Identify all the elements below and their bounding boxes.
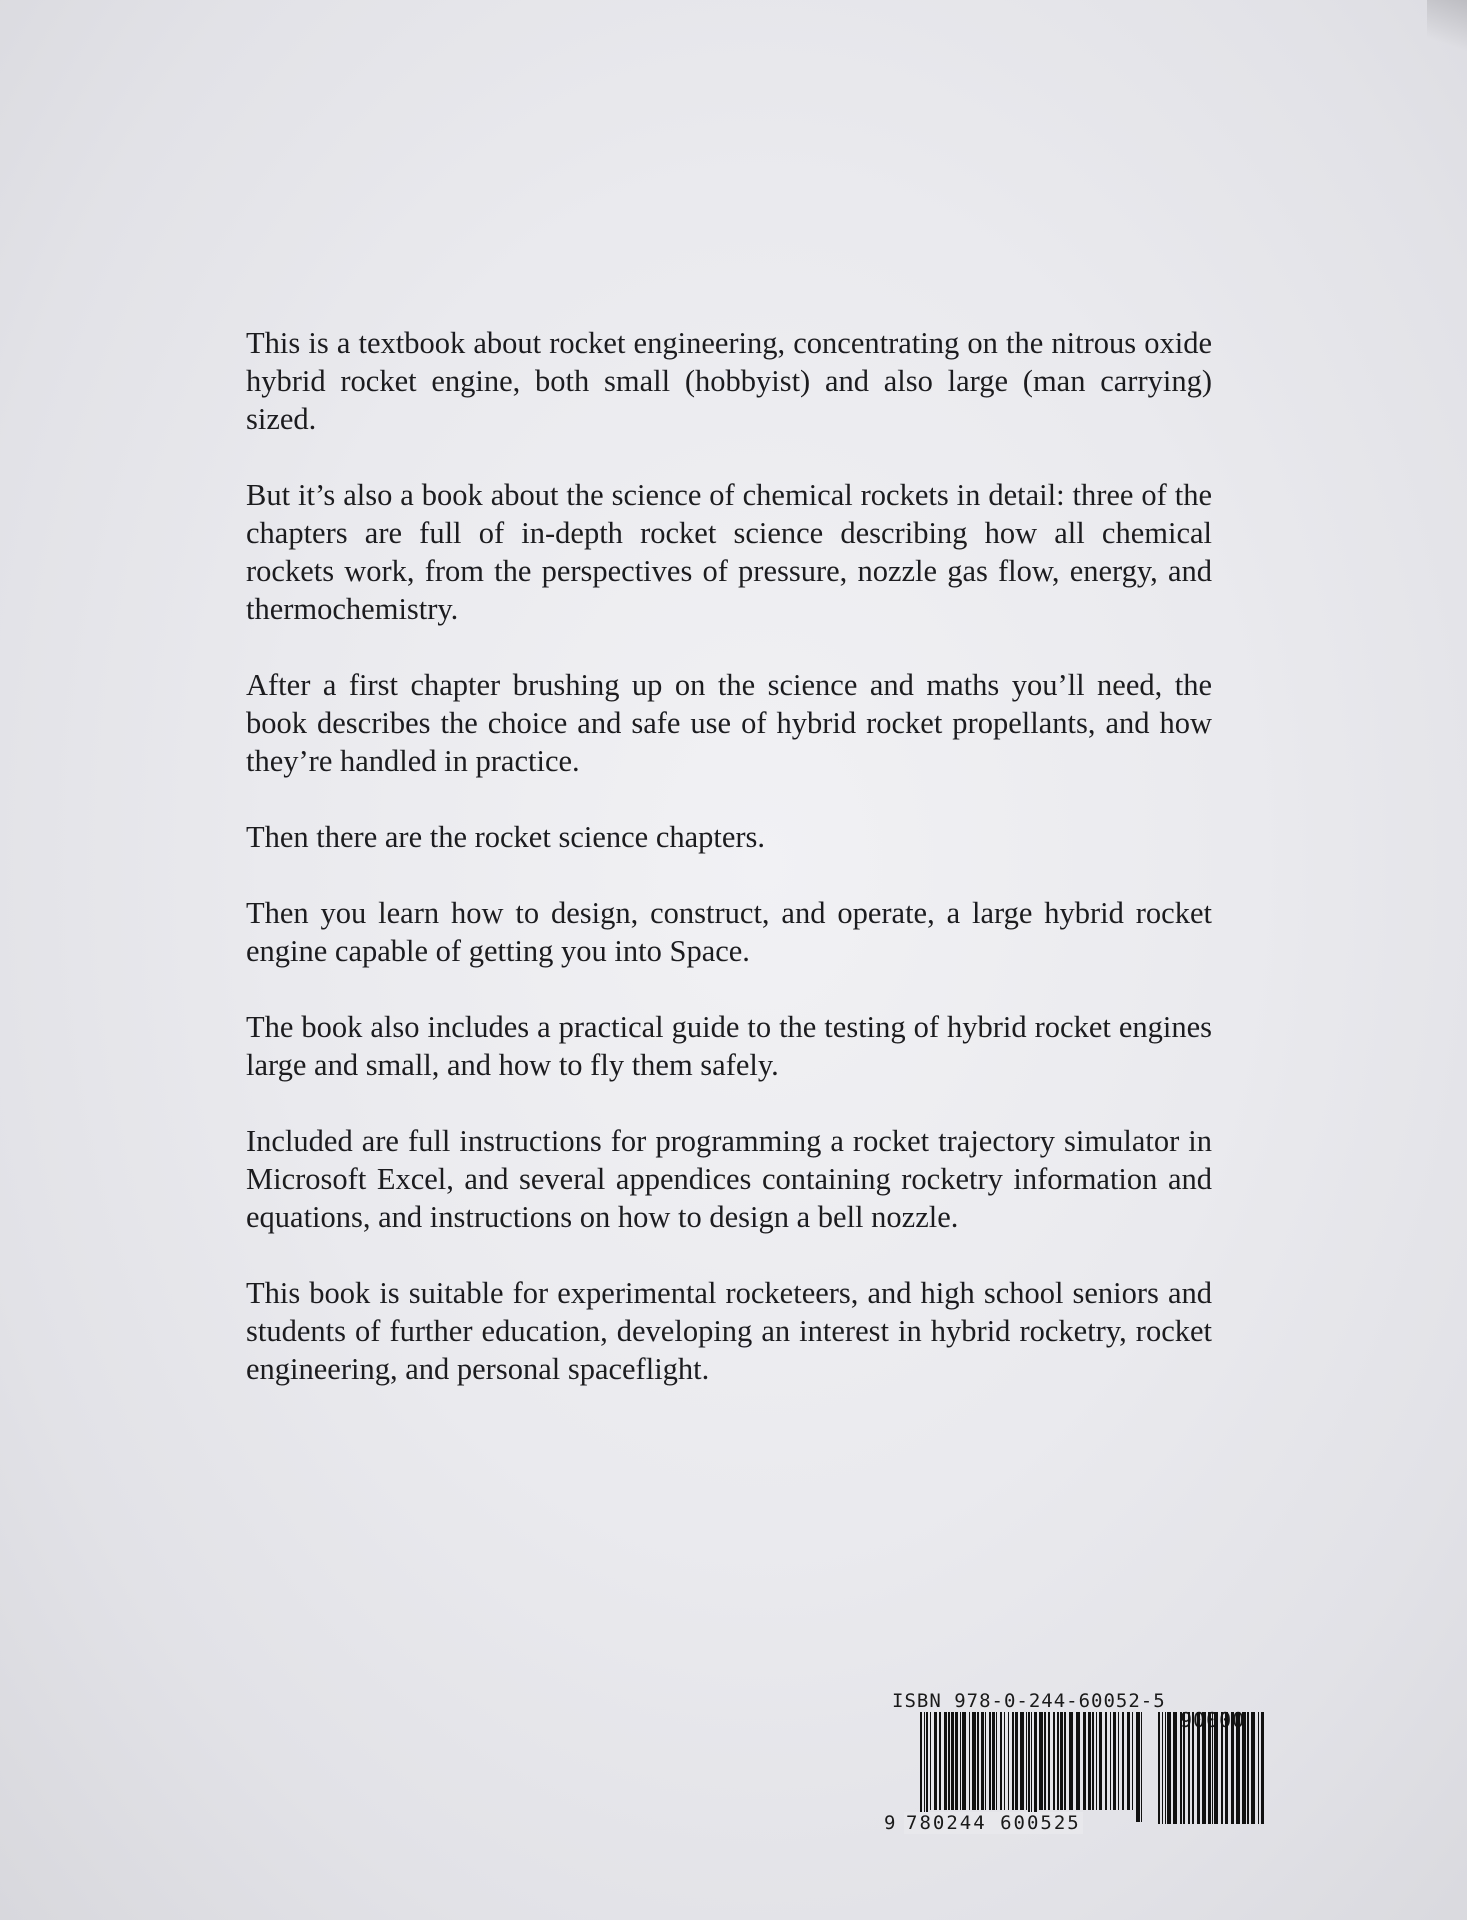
- barcode-bar: [992, 1712, 995, 1810]
- barcode-bar: [1039, 1712, 1043, 1810]
- barcode-bar: [996, 1712, 997, 1810]
- barcode-bar: [1183, 1712, 1185, 1824]
- barcode-bar: [1088, 1712, 1091, 1810]
- barcode-bar: [989, 1712, 991, 1810]
- barcode-bar: [1167, 1712, 1171, 1824]
- blurb-paragraph-5: Then you learn how to design, construct, and operate, a large hybrid rocket engine capable of getting you into Space.: [246, 896, 1212, 968]
- barcode-bar: [1208, 1712, 1211, 1824]
- isbn-barcode: [884, 1690, 1280, 1840]
- barcode-bar: [920, 1712, 922, 1822]
- barcode-bar: [1162, 1712, 1163, 1824]
- barcode-bar: [1173, 1712, 1177, 1824]
- barcode-bar: [1105, 1712, 1107, 1810]
- blurb-paragraph-8: This book is suitable for experimental rocketeers, and high school seniors and students of further education, developing an interest in hybrid rocketry, rocket engineering, and personal spaceflight.: [246, 1276, 1212, 1386]
- addon-bars: [1158, 1712, 1264, 1824]
- barcode-bar: [955, 1712, 958, 1810]
- barcode-bar: [1069, 1712, 1073, 1810]
- barcode-bar: [951, 1712, 954, 1810]
- barcode-bar: [944, 1712, 947, 1810]
- barcode-bar: [1132, 1712, 1133, 1810]
- barcode-bar: [1242, 1712, 1246, 1824]
- barcode-bar: [960, 1712, 961, 1810]
- barcode-bar: [1158, 1712, 1160, 1824]
- barcode-bar: [1064, 1712, 1066, 1810]
- barcode-bar: [1012, 1712, 1014, 1810]
- barcode-bar: [1113, 1712, 1116, 1810]
- barcode-bar: [1141, 1712, 1142, 1822]
- barcode-bar: [1004, 1712, 1005, 1810]
- blurb-paragraph-4: Then there are the rocket science chapters.: [246, 820, 766, 854]
- barcode-bar: [924, 1712, 925, 1822]
- page-corner-shadow: [1427, 0, 1467, 60]
- barcode-bar: [1251, 1712, 1255, 1824]
- barcode-bar: [1020, 1712, 1024, 1810]
- barcode-bar: [1136, 1712, 1140, 1822]
- barcode-bar: [1044, 1712, 1046, 1810]
- barcode-bar: [1110, 1712, 1111, 1810]
- barcode-bar: [1015, 1712, 1018, 1810]
- barcode-bar: [981, 1712, 984, 1810]
- barcode-bar: [1180, 1712, 1182, 1824]
- barcode-bar: [1197, 1712, 1200, 1824]
- barcode-bar: [1092, 1712, 1094, 1810]
- barcode-bar: [1083, 1712, 1086, 1810]
- barcode-bar: [1000, 1712, 1002, 1810]
- barcode-bar: [1026, 1712, 1027, 1810]
- barcode-bar: [1053, 1712, 1055, 1810]
- isbn-label: ISBN 978-0-244-60052-5: [892, 1690, 1166, 1712]
- barcode-bar: [972, 1712, 976, 1810]
- barcode-bar: [1236, 1712, 1240, 1824]
- barcode-bar: [1076, 1712, 1080, 1810]
- barcode-bar: [1258, 1712, 1259, 1824]
- barcode-bar: [1099, 1712, 1102, 1810]
- barcode-bar: [977, 1712, 979, 1810]
- barcode-bar: [962, 1712, 966, 1810]
- barcode-bar: [1031, 1712, 1032, 1822]
- barcode-bar: [934, 1712, 937, 1810]
- barcode-bar: [926, 1712, 928, 1822]
- barcode-bar: [1261, 1712, 1264, 1824]
- barcode-bar: [1247, 1712, 1249, 1824]
- barcode-bar: [1048, 1712, 1050, 1810]
- barcode-bar: [1122, 1712, 1124, 1810]
- barcode-bar: [1188, 1712, 1190, 1824]
- ean-bars: [920, 1712, 1142, 1822]
- cover-blurb: [246, 324, 1212, 1426]
- barcode-bar: [1231, 1712, 1234, 1824]
- barcode-bar: [1057, 1712, 1059, 1810]
- barcode-bar: [1096, 1712, 1097, 1810]
- blurb-paragraph-3: After a first chapter brushing up on the science and maths you’ll need, the book describes the choice and safe use of hybrid rocket propellants, and how they’re handled in practice.: [246, 668, 1212, 778]
- barcode-bar: [939, 1712, 941, 1810]
- barcode-bar: [1221, 1712, 1223, 1824]
- barcode-bar: [1212, 1712, 1213, 1824]
- barcode-bar: [930, 1712, 931, 1810]
- barcode-bar: [1008, 1712, 1009, 1810]
- barcode-bar: [948, 1712, 950, 1810]
- barcode-bar: [1034, 1712, 1037, 1822]
- barcode-digits: 780244 600525: [906, 1812, 1081, 1834]
- barcode-bar: [1118, 1712, 1119, 1810]
- barcode-bar: [1225, 1712, 1228, 1824]
- barcode-bar: [1165, 1712, 1166, 1824]
- barcode-lead-digit: 9: [884, 1812, 896, 1834]
- blurb-paragraph-7: Included are full instructions for programming a rocket trajectory simulator in Microsoft Excel, and several appendices containing rocketry information and equations, and instructions on how to design a bell nozzle.: [246, 1124, 1212, 1234]
- barcode-bar: [1060, 1712, 1063, 1810]
- barcode-bar: [1202, 1712, 1206, 1824]
- barcode-bar: [985, 1712, 986, 1810]
- barcode-bar: [1028, 1712, 1030, 1822]
- barcode-bar: [1192, 1712, 1194, 1824]
- barcode-bar: [969, 1712, 970, 1810]
- blurb-paragraph-1: This is a textbook about rocket engineering, concentrating on the nitrous oxide hybrid rocket engine, both small (hobbyist) and also large (man carrying) sized.: [246, 326, 1212, 436]
- blurb-paragraph-6: The book also includes a practical guide to the testing of hybrid rocket engines large and small, and how to fly them safely.: [246, 1010, 1212, 1082]
- barcode-bar: [1214, 1712, 1218, 1824]
- blurb-paragraph-2: But it’s also a book about the science of chemical rockets in detail: three of the chapters are full of in-depth rocket science describing how all chemical rockets work, from the perspectives of pressure, nozzle gas flow, energy, and thermochemistry.: [246, 478, 1212, 626]
- barcode-bar: [1127, 1712, 1130, 1810]
